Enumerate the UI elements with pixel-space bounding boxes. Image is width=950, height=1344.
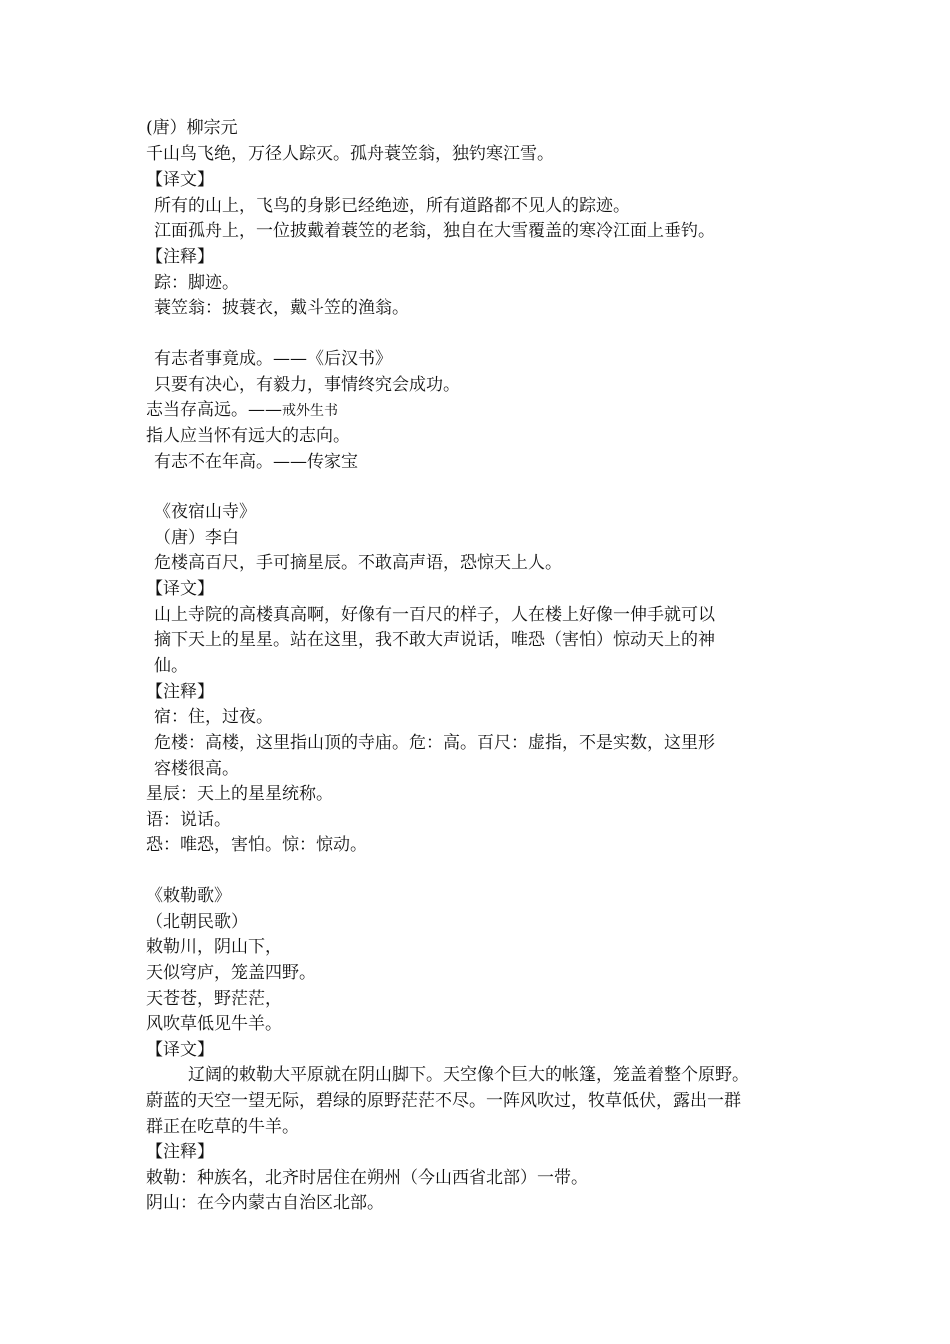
poem3-verse: 敕勒川，阴山下， [146, 937, 282, 957]
quote-2-meaning: 指人应当怀有远大的志向。 [146, 426, 350, 446]
poem1-note: 蓑笠翁：披蓑衣，戴斗笠的渔翁。 [154, 298, 409, 318]
poem2-note: 容楼很高。 [154, 759, 239, 779]
poem3-verse: 天苍苍，野茫茫， [146, 989, 282, 1009]
poem2-translation-heading: 【译文】 [146, 579, 214, 599]
poem3-translation-line: 群正在吃草的牛羊。 [146, 1117, 299, 1137]
quote-3: 有志不在年高。——传家宝 [154, 452, 358, 472]
poem3-title: 《敕勒歌》 [146, 886, 231, 906]
quote-2 [146, 399, 338, 422]
poem2-translation-line: 仙。 [154, 656, 188, 676]
quote-1: 有志者事竟成。——《后汉书》 [154, 349, 392, 369]
poem1-note: 踪：脚迹。 [154, 273, 239, 293]
poem3-translation-line: 辽阔的敕勒大平原就在阴山脚下。天空像个巨大的帐篷，笼盖着整个原野。 [188, 1065, 749, 1085]
poem2-verse: 危楼高百尺，手可摘星辰。不敢高声语，恐惊天上人。 [154, 553, 562, 573]
poem3-verse: 天似穹庐，笼盖四野。 [146, 963, 316, 983]
poem3-verse: 风吹草低见牛羊。 [146, 1014, 282, 1034]
poem1-translation-line: 所有的山上，飞鸟的身影已经绝迹，所有道路都不见人的踪迹。 [154, 196, 630, 216]
poem1-author: (唐）柳宗元 [146, 118, 238, 138]
quote-1-meaning: 只要有决心，有毅力，事情终究会成功。 [154, 375, 460, 395]
poem2-title: 《夜宿山寺》 [154, 502, 256, 522]
poem1-translation-heading: 【译文】 [146, 170, 214, 190]
poem2-note: 宿：住，过夜。 [154, 707, 273, 727]
poem1-verse: 千山鸟飞绝，万径人踪灭。孤舟蓑笠翁，独钓寒江雪。 [146, 144, 554, 164]
poem3-author: （北朝民歌） [146, 912, 248, 932]
poem2-author: （唐）李白 [154, 528, 239, 548]
poem2-note: 星辰：天上的星星统称。 [146, 784, 333, 804]
poem2-translation-line: 摘下天上的星星。站在这里，我不敢大声说话，唯恐（害怕）惊动天上的神 [154, 630, 715, 650]
poem3-note: 敕勒：种族名，北齐时居住在朔州（今山西省北部）一带。 [146, 1168, 588, 1188]
quote-2-source: 戒外生书 [282, 403, 338, 419]
poem3-translation-heading: 【译文】 [146, 1040, 214, 1060]
poem3-note: 阴山：在今内蒙古自治区北部。 [146, 1193, 384, 1213]
poem2-translation-line: 山上寺院的高楼真高啊，好像有一百尺的样子，人在楼上好像一伸手就可以 [154, 605, 715, 625]
poem1-notes-heading: 【注释】 [146, 247, 214, 267]
poem2-notes-heading: 【注释】 [146, 682, 214, 702]
poem3-translation-line: 蔚蓝的天空一望无际，碧绿的原野茫茫不尽。一阵风吹过，牧草低伏，露出一群 [146, 1091, 741, 1111]
quote-2-text: 志当存高远。—— [146, 400, 282, 420]
poem2-note: 恐：唯恐，害怕。惊：惊动。 [146, 835, 367, 855]
poem2-note: 危楼：高楼，这里指山顶的寺庙。危：高。百尺：虚指，不是实数，这里形 [154, 733, 715, 753]
poem2-note: 语：说话。 [146, 810, 231, 830]
poem1-translation-line: 江面孤舟上，一位披戴着蓑笠的老翁，独自在大雪覆盖的寒冷江面上垂钓。 [154, 221, 715, 241]
poem3-notes-heading: 【注释】 [146, 1142, 214, 1162]
